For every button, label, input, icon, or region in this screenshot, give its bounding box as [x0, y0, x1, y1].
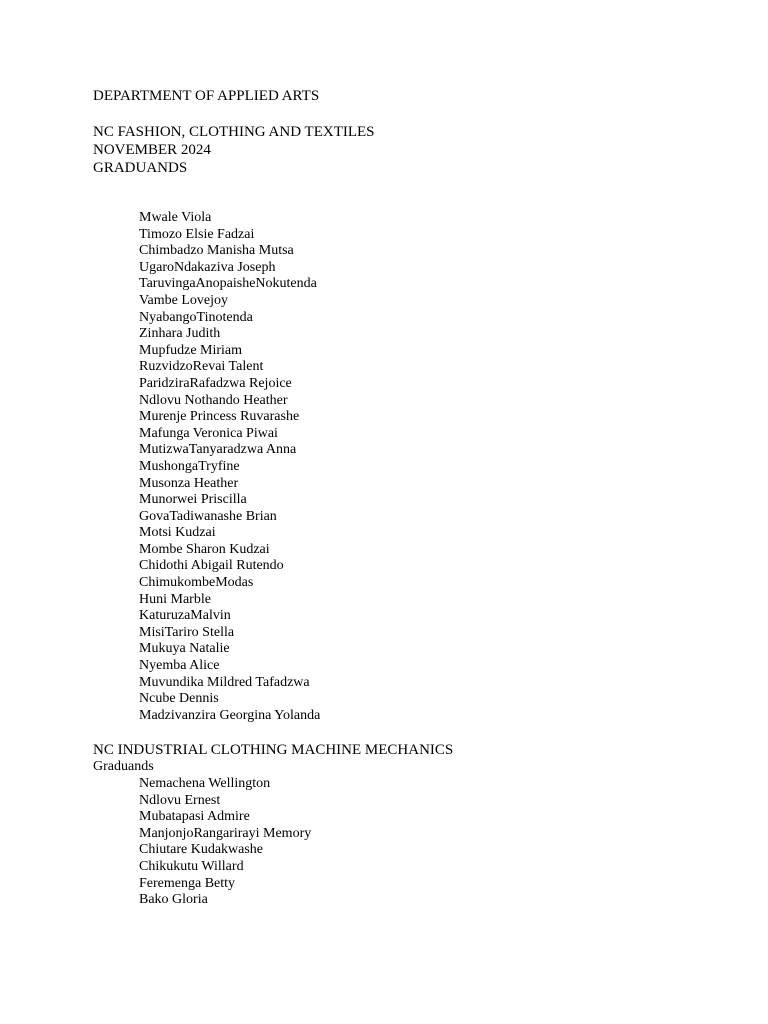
graduand-name: Murenje Princess Ruvarashe: [139, 409, 300, 425]
section1-graduands-label: GRADUANDS: [93, 160, 188, 176]
section2-graduands-label: Graduands: [93, 759, 154, 774]
graduand-name: Nyemba Alice: [139, 658, 220, 674]
graduand-name: Mupfudze Miriam: [139, 342, 243, 358]
graduand-name: Vambe Lovejoy: [139, 292, 229, 308]
graduand-name: ChimukombeModas: [139, 575, 254, 591]
graduand-name: Chidothi Abigail Rutendo: [139, 558, 284, 574]
graduand-name: Musonza Heather: [139, 475, 239, 491]
graduand-name: Nemachena Wellington: [139, 776, 271, 791]
graduand-name: MisiTariro Stella: [139, 624, 235, 640]
graduand-name: Mubatapasi Admire: [139, 809, 250, 825]
graduand-name: Mwale Viola: [139, 210, 212, 225]
graduand-name: ManjonjoRangarirayi Memory: [139, 825, 312, 841]
graduand-name: Zinhara Judith: [139, 326, 221, 342]
graduand-name: Huni Marble: [139, 591, 211, 607]
graduand-name: KaturuzaMalvin: [139, 608, 231, 624]
graduand-name: TaruvingaAnopaisheNokutenda: [139, 276, 317, 292]
section1-date: NOVEMBER 2024: [93, 142, 211, 158]
graduand-name: Feremenga Betty: [139, 875, 236, 891]
graduand-name: Bako Gloria: [139, 892, 208, 908]
section2-title: NC INDUSTRIAL CLOTHING MACHINE MECHANICS: [93, 742, 454, 758]
graduand-name: Madzivanzira Georgina Yolanda: [139, 707, 321, 723]
graduand-name: Chiutare Kudakwashe: [139, 842, 264, 858]
graduand-name: UgaroNdakaziva Joseph: [139, 259, 276, 275]
graduand-name: Ndlovu Nothando Heather: [139, 392, 288, 408]
section1-title: NC FASHION, CLOTHING AND TEXTILES: [93, 124, 375, 140]
graduand-name: Chikukutu Willard: [139, 858, 244, 874]
graduand-name: Ndlovu Ernest: [139, 792, 221, 808]
graduand-name: Ncube Dennis: [139, 691, 219, 707]
graduand-name: ParidziraRafadzwa Rejoice: [139, 375, 292, 391]
department-title: DEPARTMENT OF APPLIED ARTS: [93, 88, 320, 104]
graduand-name: Timozo Elsie Fadzai: [139, 226, 255, 242]
graduand-name: RuzvidzoRevai Talent: [139, 359, 264, 375]
graduand-name: Mafunga Veronica Piwai: [139, 425, 278, 441]
graduand-name: Mombe Sharon Kudzai: [139, 541, 270, 557]
graduand-name: Motsi Kudzai: [139, 525, 216, 541]
graduand-name: Mukuya Natalie: [139, 641, 230, 657]
graduand-name: GovaTadiwanashe Brian: [139, 508, 277, 524]
graduand-name: MutizwaTanyaradzwa Anna: [139, 442, 297, 458]
graduand-name: Chimbadzo Manisha Mutsa: [139, 243, 294, 259]
graduand-name: Munorwei Priscilla: [139, 492, 247, 508]
graduand-name: NyabangoTinotenda: [139, 309, 253, 325]
graduand-name: Muvundika Mildred Tafadzwa: [139, 674, 310, 690]
graduand-name: MushongaTryfine: [139, 458, 240, 474]
